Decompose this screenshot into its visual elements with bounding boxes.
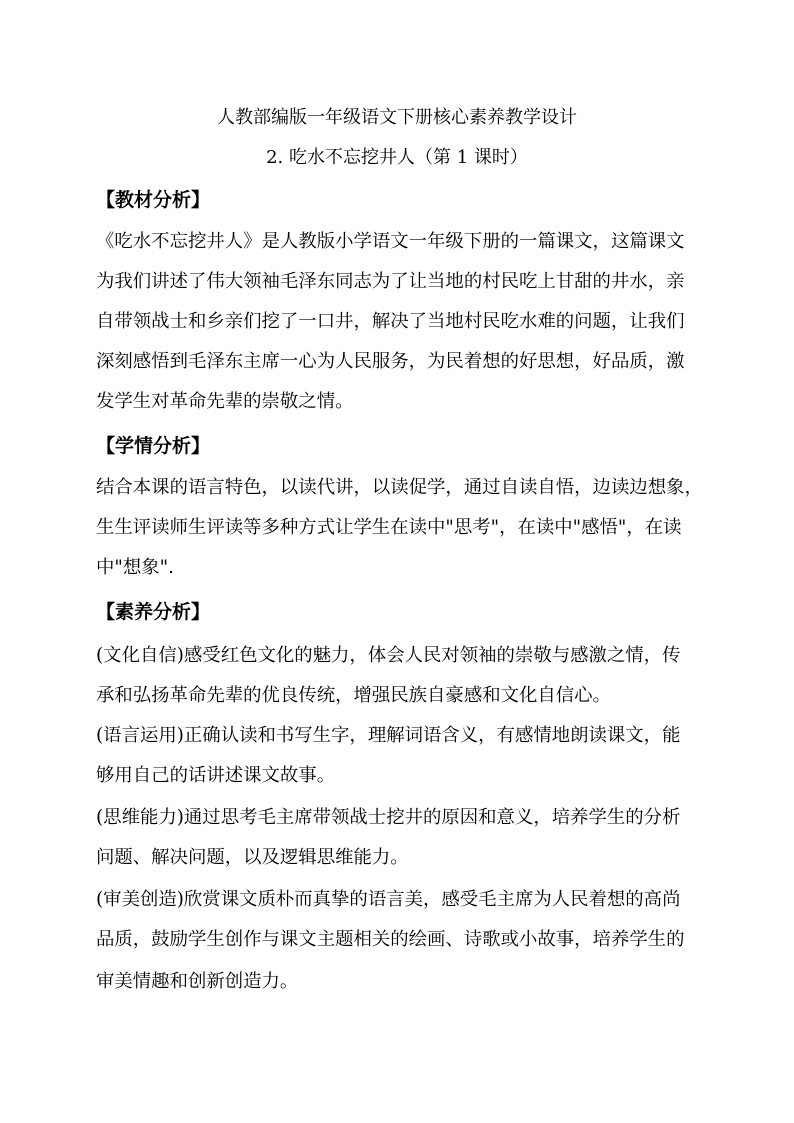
document-title: 人教部编版一年级语文下册核心素养教学设计 [217, 107, 577, 128]
paragraph-line: 品质，鼓励学生创作与课文主题相关的绘画、诗歌或小故事，培养学生的 [96, 929, 685, 950]
paragraph-line: (文化自信)感受红色文化的魅力，体会人民对领袖的崇敬与感激之情，传 [96, 645, 681, 666]
lesson-title: 2. 吃水不忘挖井人（第 1 课时） [266, 147, 528, 168]
paragraph-line: 承和弘扬革命先辈的优良传统，增强民族自豪感和文化自信心。 [96, 685, 611, 706]
section-heading-learner-analysis: 【学情分析】 [96, 435, 211, 457]
paragraph-line: (审美创造)欣赏课文质朴而真挚的语言美，感受毛主席为人民着想的高尚 [96, 889, 681, 910]
section-heading-competency-analysis: 【素养分析】 [96, 601, 211, 623]
paragraph-line: 自带领战士和乡亲们挖了一口井，解决了当地村民吃水难的问题，让我们 [96, 311, 685, 332]
paragraph-line: 够用自己的话讲述课文故事。 [96, 765, 336, 786]
paragraph-line: 为我们讲述了伟大领袖毛泽东同志为了让当地的村民吃上甘甜的井水，亲 [96, 271, 685, 292]
paragraph-line: 生生评读师生评读等多种方式让学生在读中"思考"，在读中"感悟"，在读 [96, 517, 682, 538]
paragraph-line: 结合本课的语言特色，以读代讲，以读促学，通过自读自悟，边读边想象， [96, 477, 703, 498]
paragraph-line: 《吃水不忘挖井人》是人教版小学语文一年级下册的一篇课文，这篇课文 [96, 231, 685, 252]
paragraph-line: (语言运用)正确认读和书写生字，理解词语含义，有感情地朗读课文，能 [96, 725, 681, 746]
paragraph-line: 中"想象". [96, 557, 174, 578]
paragraph-line: (思维能力)通过思考毛主席带领战士挖井的原因和意义，培养学生的分析 [96, 807, 681, 828]
paragraph-line: 问题、解决问题，以及逻辑思维能力。 [96, 847, 409, 868]
paragraph-line: 发学生对革命先辈的崇敬之情。 [96, 391, 354, 412]
paragraph-line: 审美情趣和创新创造力。 [96, 971, 299, 992]
section-heading-textbook-analysis: 【教材分析】 [96, 189, 211, 211]
paragraph-line: 深刻感悟到毛泽东主席一心为人民服务，为民着想的好思想，好品质，激 [96, 351, 685, 372]
